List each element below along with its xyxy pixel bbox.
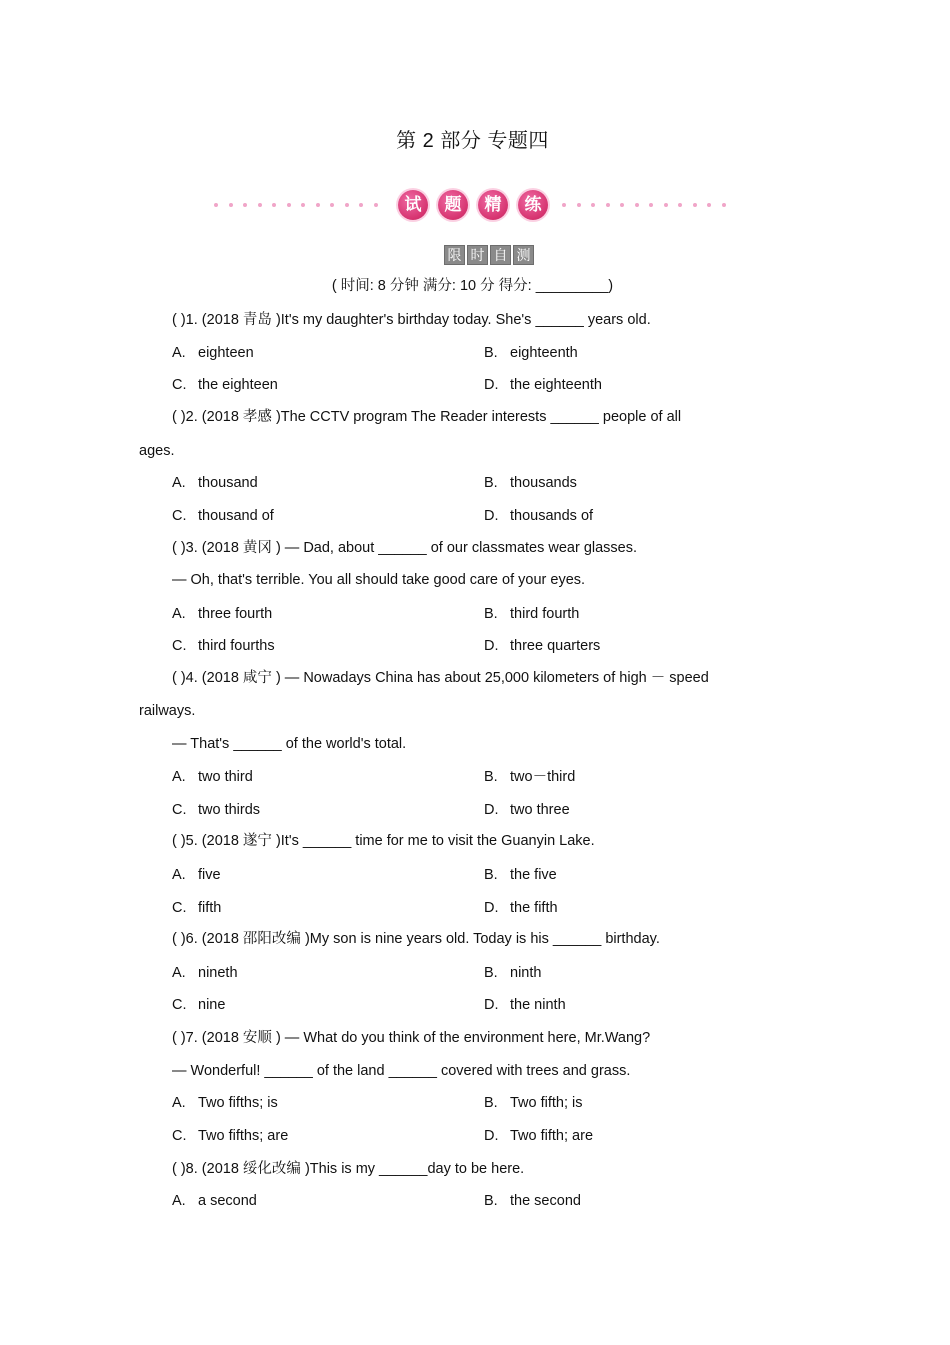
option-text: ninth <box>510 965 542 981</box>
option-letter: D. <box>484 900 499 916</box>
option-3b <box>484 605 579 623</box>
option-letter: C. <box>172 997 187 1013</box>
section-label-char: 自 <box>490 245 511 265</box>
banner-dot <box>591 203 595 207</box>
section-banner <box>210 180 736 230</box>
option-text: thousand <box>198 475 258 491</box>
option-text: five <box>198 867 221 883</box>
option-letter: B. <box>484 965 498 981</box>
banner-dot <box>214 203 218 207</box>
banner-dots-right <box>558 203 736 207</box>
option-5c <box>172 899 221 917</box>
option-letter: D. <box>484 377 499 393</box>
option-text: thousands of <box>510 508 594 524</box>
option-text: eighteen <box>198 345 254 361</box>
question-4-continued: railways. <box>139 703 196 719</box>
option-letter: A. <box>172 965 186 981</box>
option-letter: A. <box>172 475 186 491</box>
option-1b <box>484 344 578 362</box>
option-text: Two fifths; are <box>198 1128 289 1144</box>
banner-dot <box>722 203 726 207</box>
banner-dot <box>243 203 247 207</box>
banner-dot <box>707 203 711 207</box>
option-text: Two fifth; are <box>510 1128 594 1144</box>
option-letter: C. <box>172 900 187 916</box>
banner-char-4: 练 <box>518 190 548 220</box>
option-6b <box>484 964 541 982</box>
option-text: the second <box>510 1193 581 1209</box>
banner-dots-left <box>210 203 390 207</box>
option-text: the eighteenth <box>510 377 602 393</box>
section-label-char: 时 <box>467 245 488 265</box>
option-1d <box>484 376 602 394</box>
question-3-reply: — Oh, that's terrible. You all should take good care of your eyes. <box>172 572 586 588</box>
banner-char-2: 题 <box>438 190 468 220</box>
question-3: ( )3. (2018 黄冈 ) — Dad, about ______ of our classmates wear glasses. <box>172 540 638 556</box>
banner-dot <box>678 203 682 207</box>
banner-dot <box>374 203 378 207</box>
option-7c <box>172 1127 288 1145</box>
banner-dot <box>693 203 697 207</box>
option-letter: C. <box>172 638 187 654</box>
option-text: the eighteen <box>198 377 278 393</box>
section-label-char: 限 <box>444 245 465 265</box>
banner-dot <box>664 203 668 207</box>
question-2: ( )2. (2018 孝感 )The CCTV program The Reader interests ______ people of all <box>172 409 682 425</box>
option-text: Two fifths; is <box>198 1095 278 1111</box>
option-letter: C. <box>172 377 187 393</box>
question-2-continued: ages. <box>139 443 175 459</box>
banner-dot <box>301 203 305 207</box>
option-text: two thirds <box>198 802 261 818</box>
option-5b <box>484 866 557 884</box>
banner-dot <box>345 203 349 207</box>
option-text: nine <box>198 997 226 1013</box>
section-label <box>444 245 536 265</box>
option-2b <box>484 474 577 492</box>
test-info-line: ( 时间: 8 分钟 满分: 10 分 得分: _________) <box>331 278 614 294</box>
option-text: fifth <box>198 900 222 916</box>
option-2d <box>484 507 593 525</box>
question-8: ( )8. (2018 绥化改编 )This is my ______day to be here. <box>172 1161 525 1177</box>
option-text: thousands <box>510 475 577 491</box>
option-5d <box>484 899 558 917</box>
banner-dot <box>272 203 276 207</box>
option-text: three quarters <box>510 638 601 654</box>
option-6d <box>484 996 566 1014</box>
banner-dot <box>229 203 233 207</box>
option-text: nineth <box>198 965 238 981</box>
banner-dot <box>620 203 624 207</box>
option-letter: B. <box>484 606 498 622</box>
option-letter: B. <box>484 769 498 785</box>
option-2c <box>172 507 274 525</box>
option-3a <box>172 605 272 623</box>
banner-char-1: 试 <box>398 190 428 220</box>
option-letter: D. <box>484 508 499 524</box>
option-text: the fifth <box>510 900 558 916</box>
option-text: third fourths <box>198 638 275 654</box>
option-5a <box>172 866 221 884</box>
question-4: ( )4. (2018 咸宁 ) — Nowadays China has about 25,000 kilometers of high － speed <box>172 670 709 686</box>
option-1a <box>172 344 254 362</box>
option-4c <box>172 801 260 819</box>
question-1: ( )1. (2018 青岛 )It's my daughter's birthday today. She's ______ years old. <box>172 312 651 328</box>
option-3c <box>172 637 275 655</box>
option-8b <box>484 1192 581 1210</box>
banner-dot <box>562 203 566 207</box>
banner-dot <box>316 203 320 207</box>
banner-dot <box>649 203 653 207</box>
option-letter: B. <box>484 1095 498 1111</box>
option-1c <box>172 376 278 394</box>
option-letter: A. <box>172 606 186 622</box>
option-letter: C. <box>172 802 187 818</box>
banner-dot <box>258 203 262 207</box>
question-4-reply: — That's ______ of the world's total. <box>172 736 407 752</box>
banner-dot <box>287 203 291 207</box>
option-4a <box>172 768 253 786</box>
option-letter: A. <box>172 867 186 883</box>
option-letter: A. <box>172 769 186 785</box>
option-text: a second <box>198 1193 257 1209</box>
banner-dot <box>606 203 610 207</box>
option-letter: A. <box>172 1193 186 1209</box>
banner-dot <box>330 203 334 207</box>
option-6a <box>172 964 238 982</box>
banner-dot <box>577 203 581 207</box>
option-letter: C. <box>172 508 187 524</box>
option-text: the ninth <box>510 997 566 1013</box>
option-letter: D. <box>484 997 499 1013</box>
option-2a <box>172 474 258 492</box>
option-letter: B. <box>484 867 498 883</box>
option-6c <box>172 996 225 1014</box>
banner-char-3: 精 <box>478 190 508 220</box>
banner-dot <box>359 203 363 207</box>
option-letter: B. <box>484 345 498 361</box>
option-7d <box>484 1127 593 1145</box>
option-3d <box>484 637 600 655</box>
option-text: thousand of <box>198 508 274 524</box>
option-text: the five <box>510 867 557 883</box>
option-text: three fourth <box>198 606 273 622</box>
option-text: eighteenth <box>510 345 578 361</box>
option-text: two－third <box>510 769 576 785</box>
option-4b <box>484 768 575 786</box>
option-letter: A. <box>172 345 186 361</box>
question-6: ( )6. (2018 邵阳改编 )My son is nine years old. Today is his ______ birthday. <box>172 931 660 947</box>
page-title: 第 2 部分 专题四 <box>396 130 549 152</box>
option-letter: D. <box>484 1128 499 1144</box>
option-letter: D. <box>484 802 499 818</box>
option-4d <box>484 801 570 819</box>
option-text: Two fifth; is <box>510 1095 583 1111</box>
option-7a <box>172 1094 278 1112</box>
question-7-reply: — Wonderful! ______ of the land ______ covered with trees and grass. <box>172 1063 631 1079</box>
option-7b <box>484 1094 583 1112</box>
option-8a <box>172 1192 257 1210</box>
question-5: ( )5. (2018 遂宁 )It's ______ time for me to visit the Guanyin Lake. <box>172 833 595 849</box>
option-letter: A. <box>172 1095 186 1111</box>
option-letter: B. <box>484 1193 498 1209</box>
option-text: third fourth <box>510 606 580 622</box>
section-label-char: 测 <box>513 245 534 265</box>
option-letter: C. <box>172 1128 187 1144</box>
option-text: two third <box>198 769 253 785</box>
option-letter: B. <box>484 475 498 491</box>
banner-dot <box>635 203 639 207</box>
option-text: two three <box>510 802 570 818</box>
option-letter: D. <box>484 638 499 654</box>
question-7: ( )7. (2018 安顺 ) — What do you think of the environment here, Mr.Wang? <box>172 1030 651 1046</box>
